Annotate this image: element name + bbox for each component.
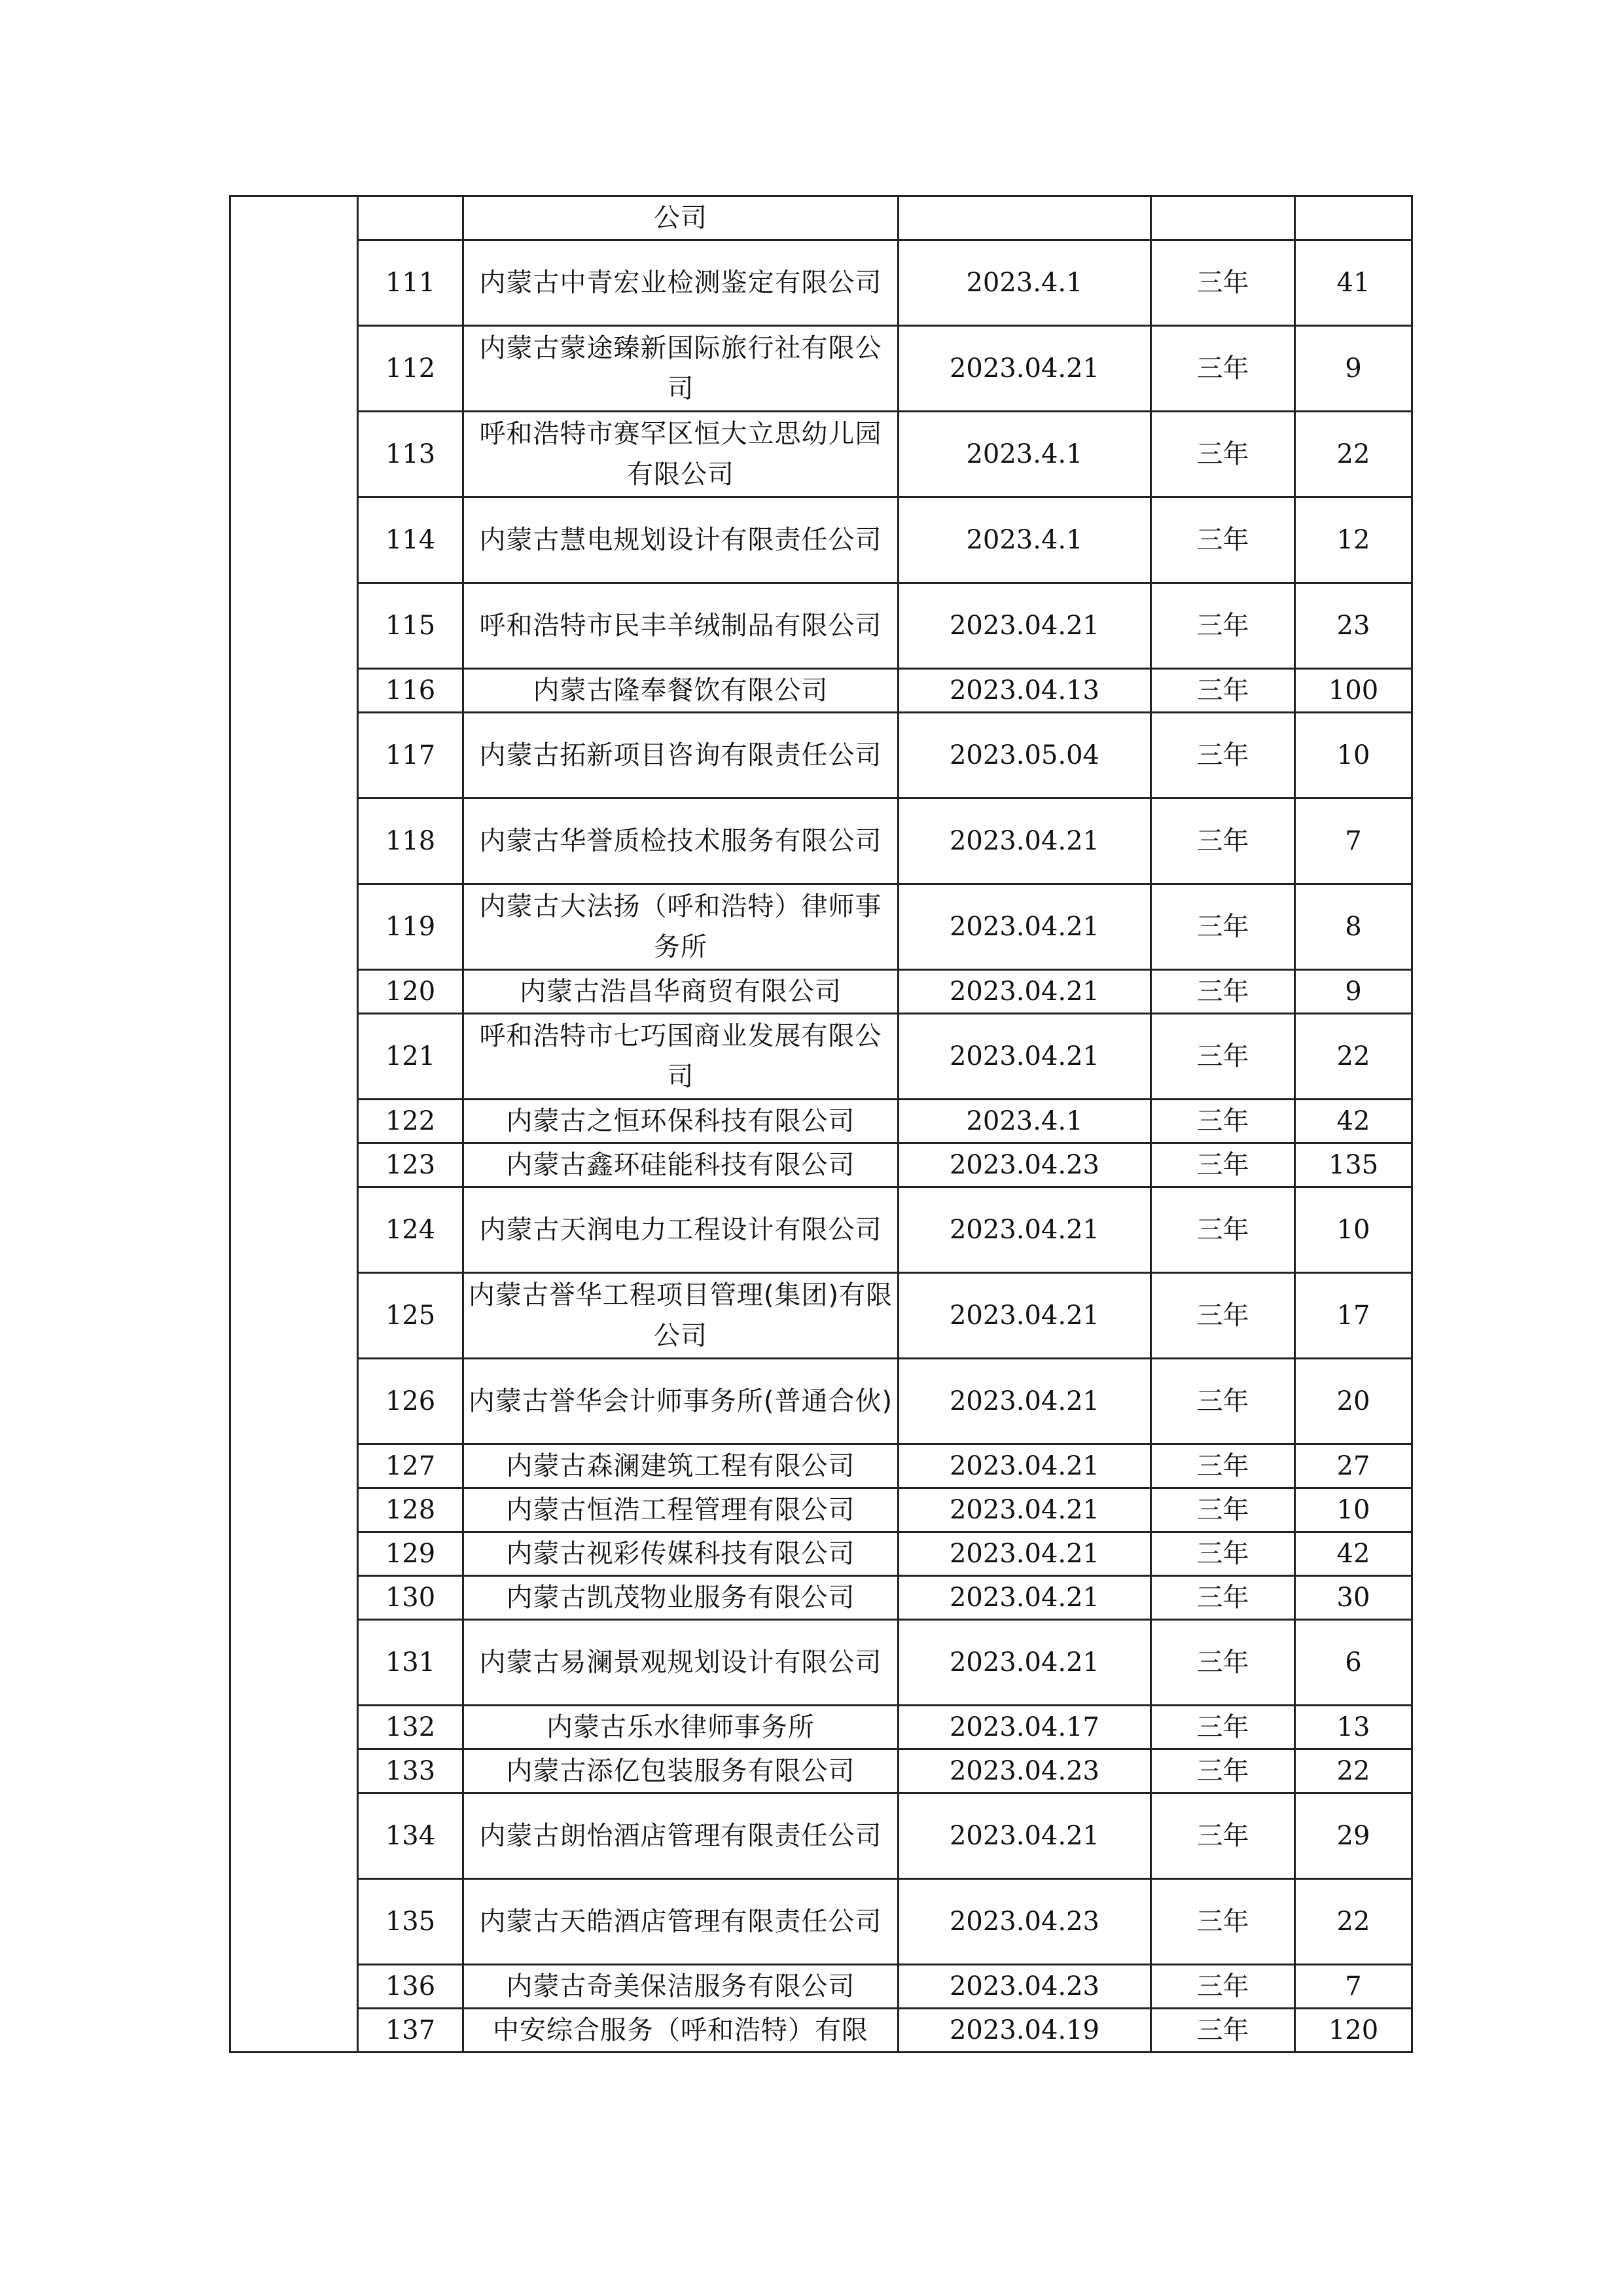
term-cell (1151, 196, 1295, 240)
table-row (230, 412, 1412, 497)
row-number (358, 196, 463, 240)
table-row (230, 1749, 1412, 1793)
term-cell: 三年 (1151, 1965, 1295, 2009)
row-number: 134 (358, 1793, 463, 1879)
company-name: 内蒙古乐水律师事务所 (463, 1706, 899, 1749)
count-cell: 22 (1295, 1879, 1412, 1965)
company-name: 内蒙古浩昌华商贸有限公司 (463, 970, 899, 1014)
date-cell: 2023.04.23 (899, 1965, 1151, 2009)
row-number: 122 (358, 1100, 463, 1143)
count-cell: 13 (1295, 1706, 1412, 1749)
company-name: 内蒙古之恒环保科技有限公司 (463, 1100, 899, 1143)
row-number: 125 (358, 1273, 463, 1359)
date-cell: 2023.04.21 (899, 1444, 1151, 1488)
count-cell: 135 (1295, 1143, 1412, 1187)
date-cell: 2023.04.21 (899, 1620, 1151, 1706)
count-cell: 22 (1295, 412, 1412, 497)
company-name: 内蒙古凯茂物业服务有限公司 (463, 1576, 899, 1620)
term-cell: 三年 (1151, 669, 1295, 713)
term-cell: 三年 (1151, 497, 1295, 583)
row-number: 115 (358, 583, 463, 669)
count-cell: 10 (1295, 713, 1412, 798)
date-cell: 2023.04.21 (899, 326, 1151, 412)
term-cell: 三年 (1151, 412, 1295, 497)
row-number: 135 (358, 1879, 463, 1965)
count-cell: 10 (1295, 1187, 1412, 1273)
table-row (230, 1014, 1412, 1100)
company-name: 公司 (463, 196, 899, 240)
term-cell: 三年 (1151, 1879, 1295, 1965)
company-name: 呼和浩特市民丰羊绒制品有限公司 (463, 583, 899, 669)
count-cell (1295, 196, 1412, 240)
category-cell (230, 196, 358, 2053)
count-cell: 20 (1295, 1359, 1412, 1444)
row-number: 117 (358, 713, 463, 798)
date-cell: 2023.04.21 (899, 1273, 1151, 1359)
date-cell: 2023.04.23 (899, 1143, 1151, 1187)
table-row (230, 1620, 1412, 1706)
term-cell: 三年 (1151, 713, 1295, 798)
term-cell: 三年 (1151, 798, 1295, 884)
term-cell: 三年 (1151, 240, 1295, 326)
count-cell: 9 (1295, 970, 1412, 1014)
table-row (230, 713, 1412, 798)
date-cell: 2023.05.04 (899, 713, 1151, 798)
company-name: 内蒙古慧电规划设计有限责任公司 (463, 497, 899, 583)
term-cell: 三年 (1151, 1444, 1295, 1488)
date-cell: 2023.04.17 (899, 1706, 1151, 1749)
table-row (230, 1793, 1412, 1879)
count-cell: 22 (1295, 1749, 1412, 1793)
term-cell: 三年 (1151, 1620, 1295, 1706)
count-cell: 27 (1295, 1444, 1412, 1488)
company-name: 内蒙古天润电力工程设计有限公司 (463, 1187, 899, 1273)
date-cell: 2023.04.21 (899, 1187, 1151, 1273)
row-number: 129 (358, 1532, 463, 1576)
count-cell: 7 (1295, 798, 1412, 884)
company-name: 内蒙古奇美保洁服务有限公司 (463, 1965, 899, 2009)
table-row (230, 1187, 1412, 1273)
date-cell: 2023.04.21 (899, 884, 1151, 970)
count-cell: 10 (1295, 1488, 1412, 1532)
count-cell: 6 (1295, 1620, 1412, 1706)
count-cell: 30 (1295, 1576, 1412, 1620)
date-cell: 2023.04.21 (899, 583, 1151, 669)
table-row (230, 1706, 1412, 1749)
company-name: 内蒙古誉华会计师事务所(普通合伙) (463, 1359, 899, 1444)
row-number: 112 (358, 326, 463, 412)
company-name: 内蒙古视彩传媒科技有限公司 (463, 1532, 899, 1576)
table-row (230, 240, 1412, 326)
company-name: 内蒙古恒浩工程管理有限公司 (463, 1488, 899, 1532)
row-number: 124 (358, 1187, 463, 1273)
date-cell: 2023.04.21 (899, 970, 1151, 1014)
company-name: 内蒙古隆奉餐饮有限公司 (463, 669, 899, 713)
term-cell: 三年 (1151, 884, 1295, 970)
date-cell: 2023.04.21 (899, 1576, 1151, 1620)
row-number: 126 (358, 1359, 463, 1444)
company-name: 中安综合服务（呼和浩特）有限 (463, 2009, 899, 2053)
date-cell: 2023.4.1 (899, 1100, 1151, 1143)
company-name: 内蒙古鑫环硅能科技有限公司 (463, 1143, 899, 1187)
term-cell: 三年 (1151, 1488, 1295, 1532)
table-row (230, 1532, 1412, 1576)
term-cell: 三年 (1151, 1749, 1295, 1793)
row-number: 131 (358, 1620, 463, 1706)
row-number: 133 (358, 1749, 463, 1793)
date-cell: 2023.04.21 (899, 798, 1151, 884)
date-cell: 2023.04.19 (899, 2009, 1151, 2053)
row-number: 113 (358, 412, 463, 497)
company-name: 内蒙古天皓酒店管理有限责任公司 (463, 1879, 899, 1965)
table-row (230, 1576, 1412, 1620)
term-cell: 三年 (1151, 1100, 1295, 1143)
term-cell: 三年 (1151, 2009, 1295, 2053)
row-number: 137 (358, 2009, 463, 2053)
table-row (230, 2009, 1412, 2053)
term-cell: 三年 (1151, 1187, 1295, 1273)
company-name: 内蒙古森澜建筑工程有限公司 (463, 1444, 899, 1488)
company-name: 内蒙古易澜景观规划设计有限公司 (463, 1620, 899, 1706)
date-cell (899, 196, 1151, 240)
row-number: 118 (358, 798, 463, 884)
table-row (230, 1100, 1412, 1143)
company-name: 内蒙古朗怡酒店管理有限责任公司 (463, 1793, 899, 1879)
company-name: 呼和浩特市七巧国商业发展有限公司 (463, 1014, 899, 1100)
company-name: 内蒙古添亿包装服务有限公司 (463, 1749, 899, 1793)
term-cell: 三年 (1151, 1793, 1295, 1879)
row-number: 130 (358, 1576, 463, 1620)
company-table (229, 195, 1413, 2053)
table-row (230, 798, 1412, 884)
date-cell: 2023.04.21 (899, 1359, 1151, 1444)
row-number: 111 (358, 240, 463, 326)
date-cell: 2023.04.21 (899, 1532, 1151, 1576)
row-number: 136 (358, 1965, 463, 2009)
table-row (230, 1359, 1412, 1444)
table-row (230, 1273, 1412, 1359)
term-cell: 三年 (1151, 970, 1295, 1014)
date-cell: 2023.04.23 (899, 1749, 1151, 1793)
row-number: 116 (358, 669, 463, 713)
table-row (230, 884, 1412, 970)
row-number: 128 (358, 1488, 463, 1532)
row-number: 132 (358, 1706, 463, 1749)
date-cell: 2023.4.1 (899, 412, 1151, 497)
table-row (230, 1444, 1412, 1488)
count-cell: 120 (1295, 2009, 1412, 2053)
date-cell: 2023.04.21 (899, 1488, 1151, 1532)
table-row (230, 1965, 1412, 2009)
table-row (230, 196, 1412, 240)
row-number: 121 (358, 1014, 463, 1100)
company-name: 内蒙古大法扬（呼和浩特）律师事务所 (463, 884, 899, 970)
row-number: 114 (358, 497, 463, 583)
table-row (230, 583, 1412, 669)
count-cell: 8 (1295, 884, 1412, 970)
table-row (230, 326, 1412, 412)
count-cell: 7 (1295, 1965, 1412, 2009)
table-row (230, 970, 1412, 1014)
date-cell: 2023.04.21 (899, 1793, 1151, 1879)
count-cell: 41 (1295, 240, 1412, 326)
count-cell: 29 (1295, 1793, 1412, 1879)
date-cell: 2023.4.1 (899, 497, 1151, 583)
term-cell: 三年 (1151, 583, 1295, 669)
term-cell: 三年 (1151, 1576, 1295, 1620)
table-row (230, 1143, 1412, 1187)
count-cell: 17 (1295, 1273, 1412, 1359)
table-row (230, 497, 1412, 583)
term-cell: 三年 (1151, 1359, 1295, 1444)
term-cell: 三年 (1151, 1014, 1295, 1100)
company-name: 内蒙古蒙途臻新国际旅行社有限公司 (463, 326, 899, 412)
company-name: 内蒙古中青宏业检测鉴定有限公司 (463, 240, 899, 326)
company-name: 呼和浩特市赛罕区恒大立思幼儿园有限公司 (463, 412, 899, 497)
table-row (230, 1488, 1412, 1532)
date-cell: 2023.04.23 (899, 1879, 1151, 1965)
term-cell: 三年 (1151, 1143, 1295, 1187)
row-number: 123 (358, 1143, 463, 1187)
count-cell: 42 (1295, 1532, 1412, 1576)
company-name: 内蒙古拓新项目咨询有限责任公司 (463, 713, 899, 798)
count-cell: 23 (1295, 583, 1412, 669)
company-name: 内蒙古誉华工程项目管理(集团)有限公司 (463, 1273, 899, 1359)
row-number: 119 (358, 884, 463, 970)
row-number: 127 (358, 1444, 463, 1488)
company-name: 内蒙古华誉质检技术服务有限公司 (463, 798, 899, 884)
count-cell: 42 (1295, 1100, 1412, 1143)
term-cell: 三年 (1151, 1273, 1295, 1359)
term-cell: 三年 (1151, 1706, 1295, 1749)
table-row (230, 669, 1412, 713)
date-cell: 2023.4.1 (899, 240, 1151, 326)
count-cell: 12 (1295, 497, 1412, 583)
count-cell: 9 (1295, 326, 1412, 412)
count-cell: 22 (1295, 1014, 1412, 1100)
term-cell: 三年 (1151, 1532, 1295, 1576)
row-number: 120 (358, 970, 463, 1014)
term-cell: 三年 (1151, 326, 1295, 412)
date-cell: 2023.04.21 (899, 1014, 1151, 1100)
date-cell: 2023.04.13 (899, 669, 1151, 713)
table-row (230, 1879, 1412, 1965)
count-cell: 100 (1295, 669, 1412, 713)
